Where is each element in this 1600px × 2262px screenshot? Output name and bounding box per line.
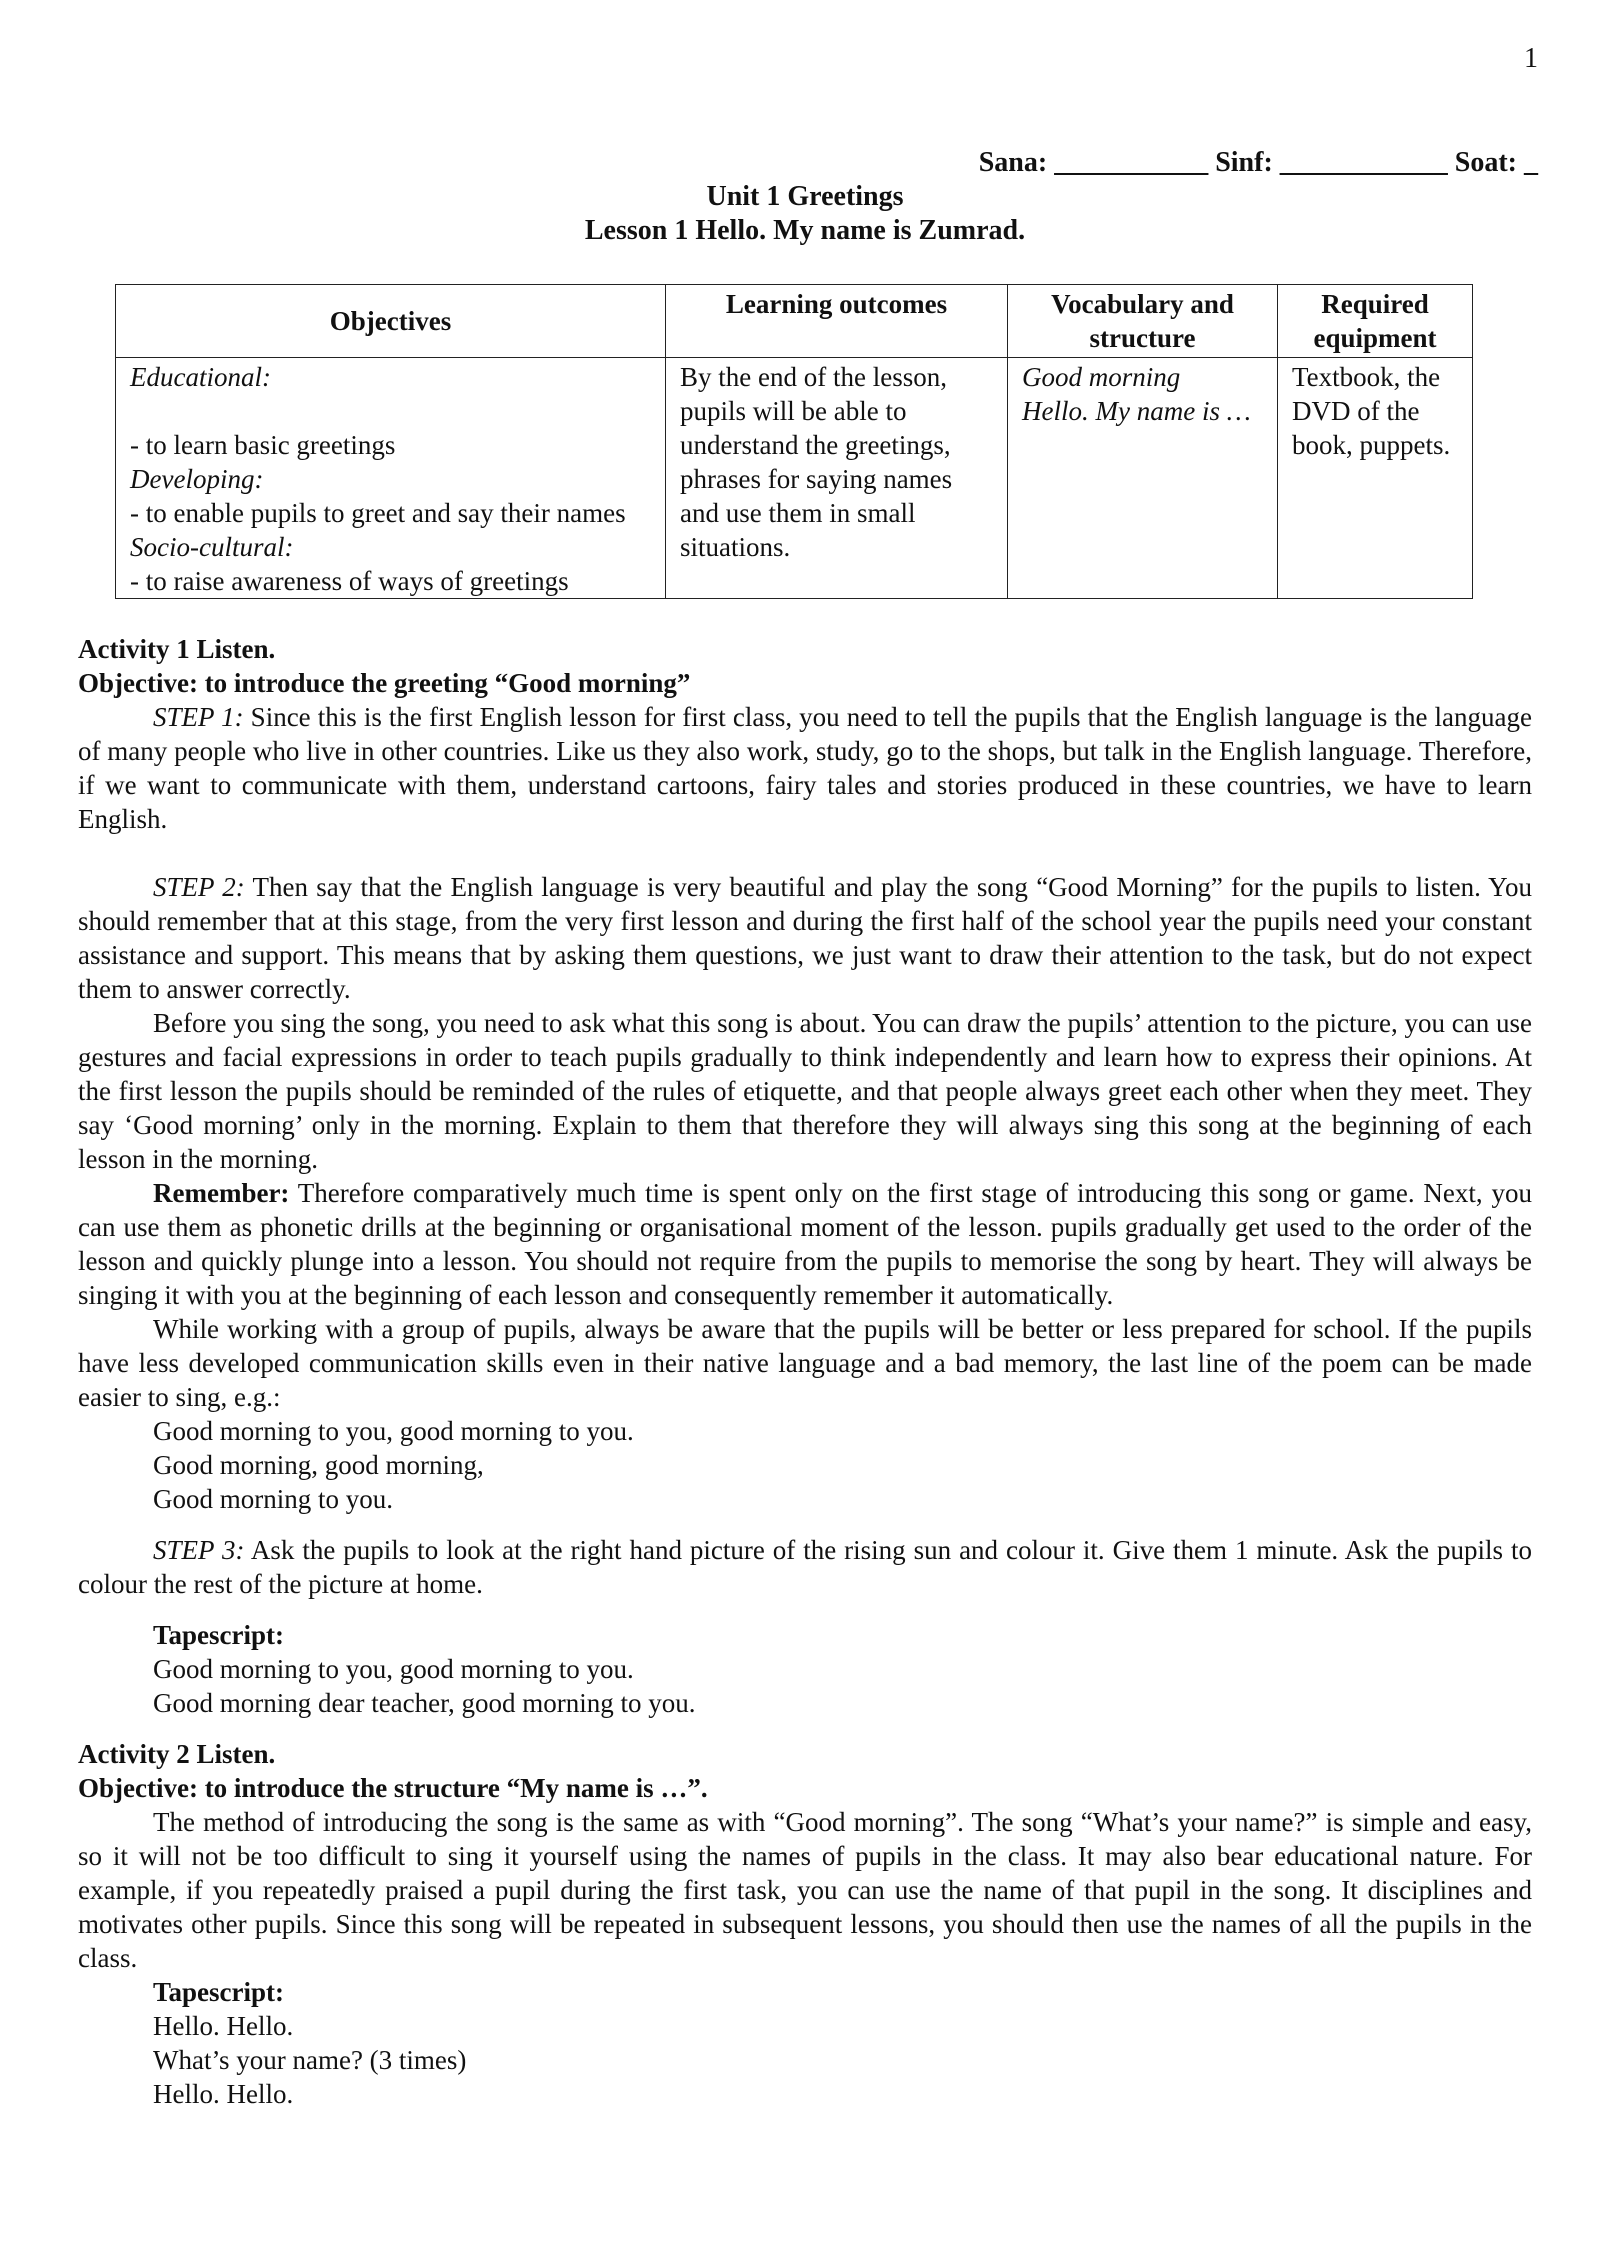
working-paragraph: While working with a group of pupils, always be aware that the pupils will be better or less prepared for school. If the pupils have less developed communication skills even in their native language and a bad memory, the last line of the poem can be made easier to sing, e.g.: xyxy=(78,1314,1532,1412)
vocabulary-header-line2: structure xyxy=(1089,323,1196,353)
vocabulary-cell xyxy=(1008,358,1278,599)
remember-label: Remember: xyxy=(153,1178,290,1208)
activity1-tapescript-label: Tapescript: xyxy=(153,1620,285,1650)
educational-label: Educational: xyxy=(130,362,271,392)
objectives-cell xyxy=(116,358,666,599)
tapescript-line: Good morning to you, good morning to you. xyxy=(153,1654,634,1684)
step2-text: Then say that the English language is very beautiful and play the song “Good Morning” for the pupils to listen. You should remember that at this stage, from the very first lesson and during the first half of the school year the pupils need your constant assistance and support. This means that by asking them questions, we just want to draw their attention to the task, but do not expect them to answer correctly. xyxy=(78,872,1532,1004)
vocabulary-line1: Good morning xyxy=(1022,362,1181,392)
remember-text: Therefore comparatively much time is spent only on the first stage of introducing this song or game. Next, you can use them as phonetic drills at the beginning or organisational moment of the lesson. pupils gradually get used to the order of the lesson and quickly plunge into a lesson. You should not require from the pupils to memorise the song by heart. They will always be singing it with you at the beginning of each lesson and consequently remember it automatically. xyxy=(78,1178,1532,1310)
step1-paragraph xyxy=(78,700,1532,836)
step3-label: STEP 3: xyxy=(153,1535,245,1565)
step1-text: Since this is the first English lesson for first class, you need to tell the pupils that the English language is the language of many people who live in other countries. Like us they also work, study, go to the shops, but talk in the English language. Therefore, if we want to communicate with them, understand cartoons, fairy tales and stories produced in these countries, we have to learn English. xyxy=(78,702,1532,834)
table-header-row xyxy=(116,285,1473,358)
activity2-title: Activity 2 Listen. xyxy=(78,1739,276,1769)
activity1-title: Activity 1 Listen. xyxy=(78,634,276,664)
equipment-header-line2: equipment xyxy=(1313,323,1437,353)
unit-title: Unit 1 Greetings xyxy=(706,181,904,212)
header-fields: Sana: ___________ Sinf: ____________ Soat: _ xyxy=(978,147,1538,178)
activity1-objective: Objective: to introduce the greeting “Good morning” xyxy=(78,668,691,698)
method-paragraph: The method of introducing the song is the same as with “Good morning”. The song “What’s your name?” is simple and easy, so it will not be too difficult to sing it yourself using the names of pupils in the class. It may also bear educational nature. For example, if you repeatedly praised a pupil during the first task, you can use the name of that pupil in the song. It disciplines and motivates other pupils. Since this song will be repeated in subsequent lessons, you should then use the names of all the pupils in the class. xyxy=(78,1807,1532,1973)
tapescript-line: Hello. Hello. xyxy=(153,2011,294,2041)
equipment-header-line1: Required xyxy=(1321,289,1429,319)
equipment-header xyxy=(1278,285,1473,358)
lesson-content xyxy=(78,632,1532,2111)
poem-line: Good morning, good morning, xyxy=(153,1450,484,1480)
lesson-plan-table xyxy=(115,284,1473,599)
tapescript-line: What’s your name? (3 times) xyxy=(153,2045,467,2075)
poem-line: Good morning to you, good morning to you. xyxy=(153,1416,634,1446)
step2-label: STEP 2: xyxy=(153,872,245,902)
step1-label: STEP 1: xyxy=(153,702,244,732)
socio-cultural-label: Socio-cultural: xyxy=(130,532,294,562)
educational-item: - to learn basic greetings xyxy=(130,430,396,460)
page-number: 1 xyxy=(1524,43,1538,74)
step3-paragraph xyxy=(78,1533,1532,1601)
before-song-paragraph: Before you sing the song, you need to ask what this song is about. You can draw the pupils’ attention to the picture, you can use gestures and facial expressions in order to teach pupils gradually to think independently and learn how to express their opinions. At the first lesson the pupils should be reminded of the rules of etiquette, and that people always greet each other when they meet. They say ‘Good morning’ only in the morning. Explain to them that therefore they will always sing this song at the beginning of each lesson in the morning. xyxy=(78,1008,1532,1174)
developing-item: - to enable pupils to greet and say their names xyxy=(130,498,626,528)
vocabulary-line2: Hello. My name is … xyxy=(1022,396,1251,426)
socio-cultural-item: - to raise awareness of ways of greetings xyxy=(130,566,569,596)
lesson-title: Lesson 1 Hello. My name is Zumrad. xyxy=(584,215,1026,246)
remember-paragraph xyxy=(78,1176,1532,1312)
table-row xyxy=(116,358,1473,599)
step3-text: Ask the pupils to look at the right hand picture of the rising sun and colour it. Give them 1 minute. Ask the pupils to colour the rest of the picture at home. xyxy=(78,1535,1532,1599)
tapescript-line: Good morning dear teacher, good morning to you. xyxy=(153,1688,696,1718)
vocabulary-header-line1: Vocabulary and xyxy=(1051,289,1234,319)
activity2-objective: Objective: to introduce the structure “My name is …”. xyxy=(78,1773,708,1803)
outcomes-cell: By the end of the lesson, pupils will be able to understand the greetings, phrases for saying names and use them in small situations. xyxy=(666,358,1008,599)
activity2-tapescript-label: Tapescript: xyxy=(153,1977,285,2007)
tapescript-line: Hello. Hello. xyxy=(153,2079,294,2109)
step2-paragraph xyxy=(78,870,1532,1006)
outcomes-header: Learning outcomes xyxy=(666,285,1008,358)
poem-line: Good morning to you. xyxy=(153,1484,393,1514)
objectives-header: Objectives xyxy=(116,285,666,358)
vocabulary-header xyxy=(1008,285,1278,358)
equipment-cell: Textbook, the DVD of the book, puppets. xyxy=(1278,358,1473,599)
developing-label: Developing: xyxy=(130,464,264,494)
